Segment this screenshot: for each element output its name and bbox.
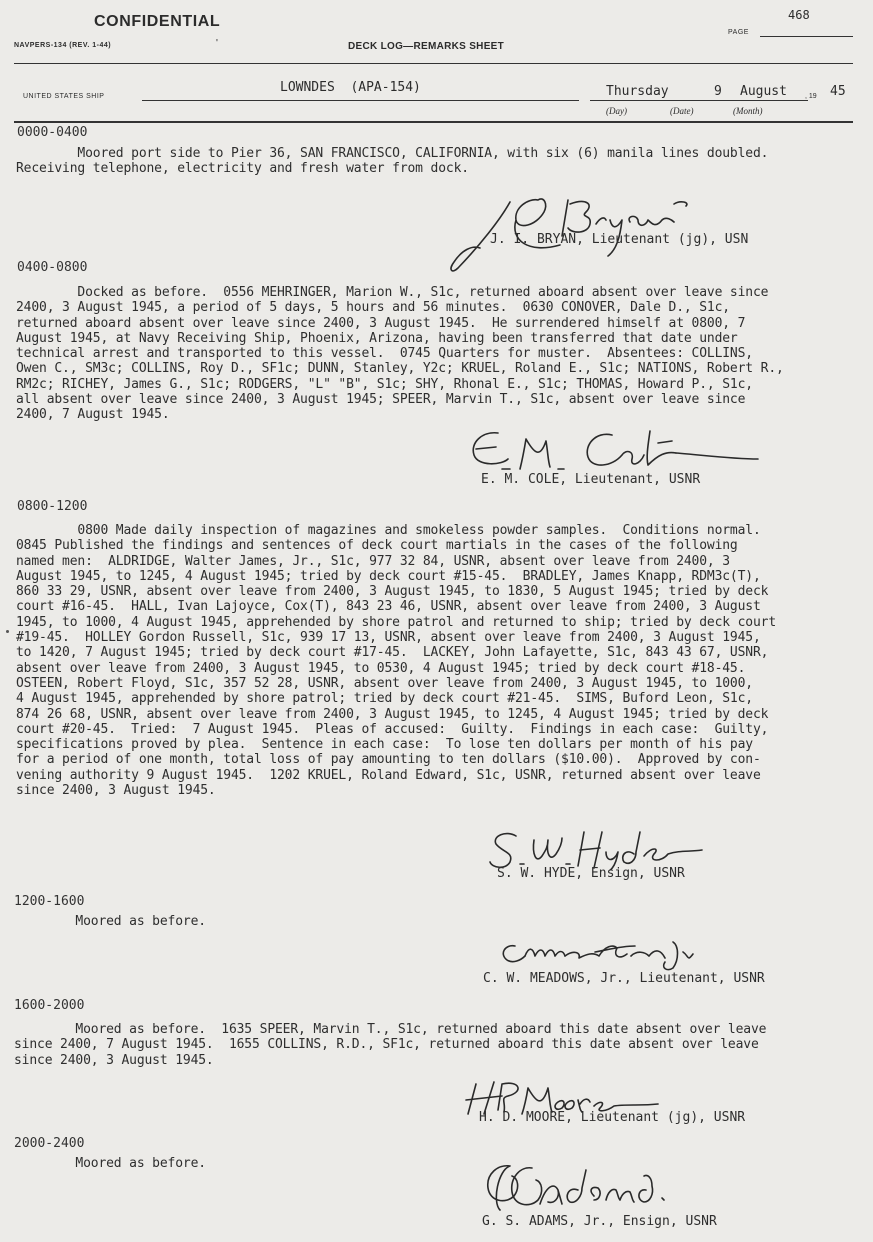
ship-name-line [142, 100, 579, 101]
signature-name: G. S. ADAMS, Jr., Ensign, USNR [482, 1214, 717, 1229]
watch-remarks: Docked as before. 0556 MEHRINGER, Marion W., S1c, returned aboard absent over leave since 2400, 3 August 1945, a period of 5 days, 5 hours and 56 minutes. 0630 CONOVER, Dale D., S1c, returned aboard absent over leave since 2400, 3 August 1945. He surrendered himself at 0800, 7 August 1945, at Navy Receiving Ship, Phoenix, Arizona, having been transferred that date under technical arrest and transported to this vessel. 0745 Quarters for muster. Absentees: COLLINS, Owen C., SM3c; COLLINS, Roy D., SF1c; DUNN, Stanley, Y2c; KRUEL, Roland E., S1c; NATIONS, Robert R., RM2c; RICHEY, James G., S1c; RODGERS, "L" "B", S1c; SHY, Rhonal E., S1c; THOMAS, Howard P., S1c, all absent over leave since 2400, 3 August 1945; SPEER, Marvin T., S1c, absent over leave since 2400, 7 August 1945. [16, 285, 784, 423]
day-value: Thursday [606, 84, 669, 99]
ship-name: LOWNDES (APA-154) [280, 80, 421, 95]
signature-cole [462, 425, 762, 475]
ship-label: UNITED STATES SHIP [23, 93, 105, 100]
watch-remarks: Moored as before. [14, 1156, 206, 1171]
signature-hyde [484, 826, 704, 870]
month-value: August [740, 84, 787, 99]
watch-period: 0800-1200 [17, 499, 88, 514]
watch-period: 0000-0400 [17, 125, 88, 140]
header-bottom-rule [14, 121, 853, 123]
watch-period: 1600-2000 [14, 998, 85, 1013]
year-prefix: , 19 [805, 93, 817, 100]
form-title: DECK LOG—REMARKS SHEET [348, 41, 505, 52]
watch-remarks: 0800 Made daily inspection of magazines and smokeless powder samples. Conditions normal. 0845 Published the findings and sentences of deck court martials in the cases of the following named men: ALDRIDGE, Walter James, Jr., S1c, 977 32 84, USNR, absent over leave from 2400, 3 August 1945, to 1245, 4 August 1945; tried by deck court #15-45. BRADLEY, James Knapp, RDM3c(T), 860 33 29, USNR, absent over leave from 2400, 3 August 1945, to 1830, 5 August 1945; tried by deck court #16-45. HALL, Ivan Lajoyce, Cox(T), 843 23 46, USNR, absent over leave from 2400, 3 August 1945, to 1000, 4 August 1945, apprehended by shore patrol and returned to ship; tried by deck court #19-45. HOLLEY Gordon Russell, S1c, 939 17 13, USNR, absent over leave from 2400, 3 August 1945, to 1420, 7 August 1945; tried by deck court #17-45. LACKEY, John Lafayette, S1c, 843 43 67, USNR, absent over leave from 2400, 3 August 1945, to 0530, 4 August 1945; tried by deck court #18-45. OSTEEN, Robert Floyd, S1c, 357 52 28, USNR, absent over leave from 2400, 3 August 1945, to 1000, 4 August 1945, apprehended by shore patrol; tried by deck court #21-45. SIMS, Buford Leon, S1c, 874 26 68, USNR, absent over leave from 2400, 3 August 1945, to 1245, 4 August 1945; tried by deck court #20-45. Tried: 7 August 1945. Pleas of accused: Guilty. Findings in each case: Guilty, specifications proved by plea. Sentence in each case: To lose ten dollars per month of his pay for a period of one month, total loss of pay amounting to ten dollars ($10.00). Approved by con- vening authority 9 August 1945. 1202 KRUEL, Roland Edward, S1c, USNR, returned absent over leave since 2400, 3 August 1945. [16, 523, 776, 799]
month-caption: (Month) [733, 106, 763, 116]
date-caption: (Date) [670, 106, 694, 116]
watch-remarks: Moored as before. [14, 914, 206, 929]
signature-name: E. M. COLE, Lieutenant, USNR [481, 472, 701, 487]
date-value: 9 [714, 84, 722, 99]
form-mark: ' [216, 38, 218, 49]
margin-mark [6, 630, 9, 633]
watch-remarks: Moored port side to Pier 36, SAN FRANCISCO, CALIFORNIA, with six (6) manila lines doubled. Receiving telephone, electricity and fresh water from dock. [16, 146, 769, 177]
form-number: NAVPERS-134 (REV. 1-44) [14, 42, 112, 49]
page-number-line [760, 36, 853, 37]
page-label: PAGE [728, 29, 749, 36]
watch-period: 2000-2400 [14, 1136, 85, 1151]
watch-period: 1200-1600 [14, 894, 85, 909]
signature-name: H. D. MOORE, Lieutenant (jg), USNR [479, 1110, 746, 1125]
watch-remarks: Moored as before. 1635 SPEER, Marvin T., S1c, returned aboard this date absent over leave since 2400, 7 August 1945. 1655 COLLINS, R.D., SF1c, returned aboard this date absent over leave since 2400, 3 August 1945. [14, 1022, 767, 1068]
date-line [590, 100, 808, 101]
page-number: 468 [788, 8, 810, 22]
signature-name: J. I. BRYAN, Lieutenant (jg), USN [490, 232, 749, 247]
day-caption: (Day) [606, 106, 627, 116]
watch-period: 0400-0800 [17, 260, 88, 275]
signature-name: C. W. MEADOWS, Jr., Lieutenant, USNR [483, 971, 765, 986]
signature-adams [470, 1160, 690, 1220]
classification-stamp: CONFIDENTIAL [94, 13, 221, 30]
signature-name: S. W. HYDE, Ensign, USNR [497, 866, 685, 881]
year-value: 45 [830, 84, 846, 99]
header-top-rule [14, 63, 853, 64]
signature-meadows [495, 932, 715, 972]
